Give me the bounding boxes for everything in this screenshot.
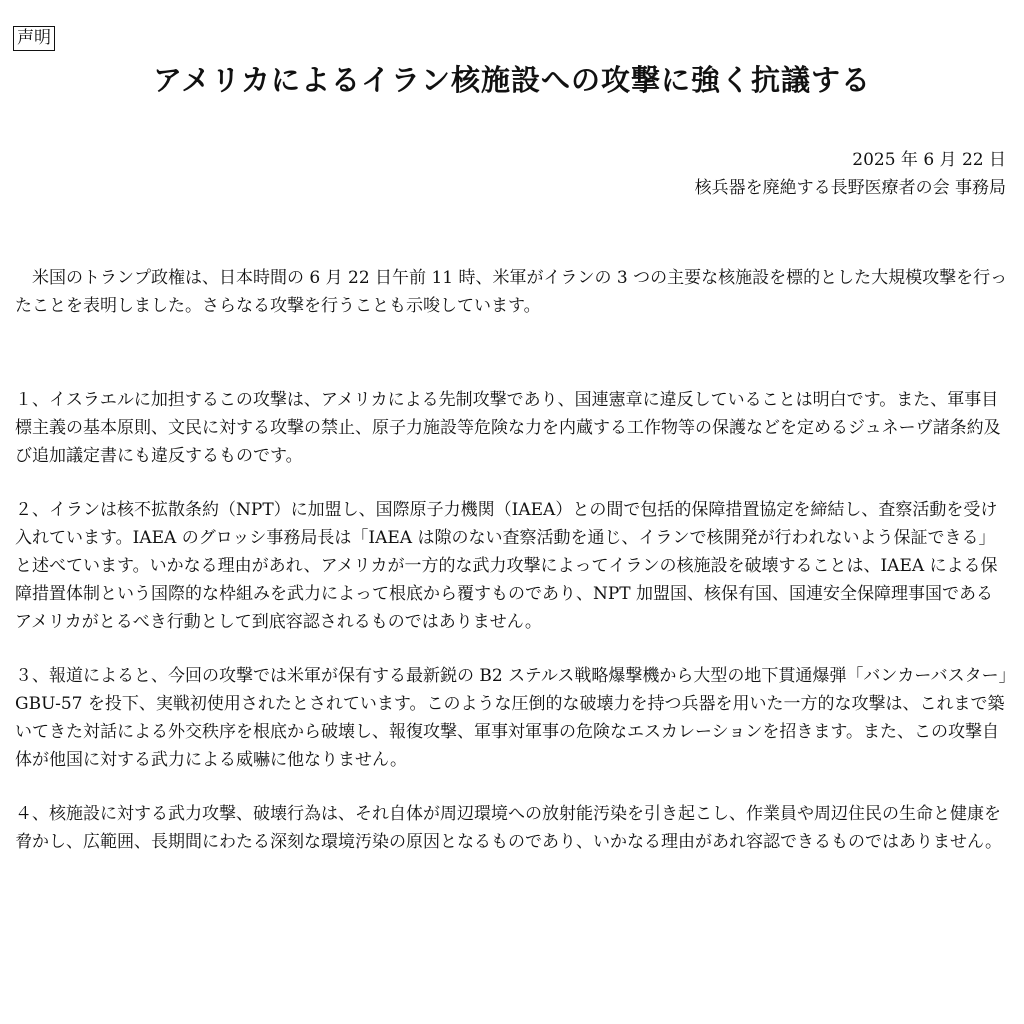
paragraph-4: ４、核施設に対する武力攻撃、破壊行為は、それ自体が周辺環境への放射能汚染を引き起こし、作業員や周辺住民の生命と健康を脅かし、広範囲、長期間にわたる深刻な環境汚染の原因となるものであり、いかなる理由があれ容認できるものではありません。	[15, 804, 1003, 852]
document-meta	[695, 146, 1006, 202]
document-title: アメリカによるイラン核施設への攻撃に強く抗議する	[153, 63, 871, 97]
intro-paragraph: 米国のトランプ政権は、日本時間の 6 月 22 日午前 11 時、米軍がイランの 3 つの主要な核施設を標的とした大規模攻撃を行ったことを表明しました。さらなる攻撃を行うことも示唆しています。	[15, 268, 1008, 316]
paragraph-3: ３、報道によると、今回の攻撃では米軍が保有する最新鋭の B2 ステルス戦略爆撃機から大型の地下貫通爆弾「バンカーバスター」GBU-57 を投下、実戦初使用されたとされています。このような圧倒的な破壊力を持つ兵器を用いた一方的な攻撃は、これまで築いてきた対話による外交秩序を根底から破壊し、報復攻撃、軍事対軍事の危険なエスカレーションを招きます。また、この攻撃自体が他国に対する武力による威嚇に他なりません。	[15, 666, 1008, 770]
paragraph-2: ２、イランは核不拡散条約（NPT）に加盟し、国際原子力機関（IAEA）との間で包括的保障措置協定を締結し、査察活動を受け入れています。IAEA のグロッシ事務局長は「IAEA は隙のない査察活動を通じ、イランで核開発が行われないよう保証できる」と述べています。いかなる理由があれ、アメリカが一方的な武力攻撃によってイランの核施設を破壊することは、IAEA による保障措置体制という国際的な枠組みを武力によって根底から覆すものであり、NPT 加盟国、核保有国、国連安全保障理事国であるアメリカがとるべき行動として到底容認されるものではありません。	[15, 500, 998, 632]
document-organization: 核兵器を廃絶する長野医療者の会 事務局	[694, 178, 1006, 198]
document-date: 2025 年 6 月 22 日	[852, 150, 1006, 170]
paragraph-1: １、イスラエルに加担するこの攻撃は、アメリカによる先制攻撃であり、国連憲章に違反していることは明白です。また、軍事目標主義の基本原則、文民に対する攻撃の禁止、原子力施設等危険な力を内蔵する工作物等の保護などを定めるジュネーヴ諸条約及び追加議定書にも違反するものです。	[15, 390, 1001, 466]
document-type-label: 声明	[13, 26, 55, 51]
document-body	[15, 264, 1009, 856]
